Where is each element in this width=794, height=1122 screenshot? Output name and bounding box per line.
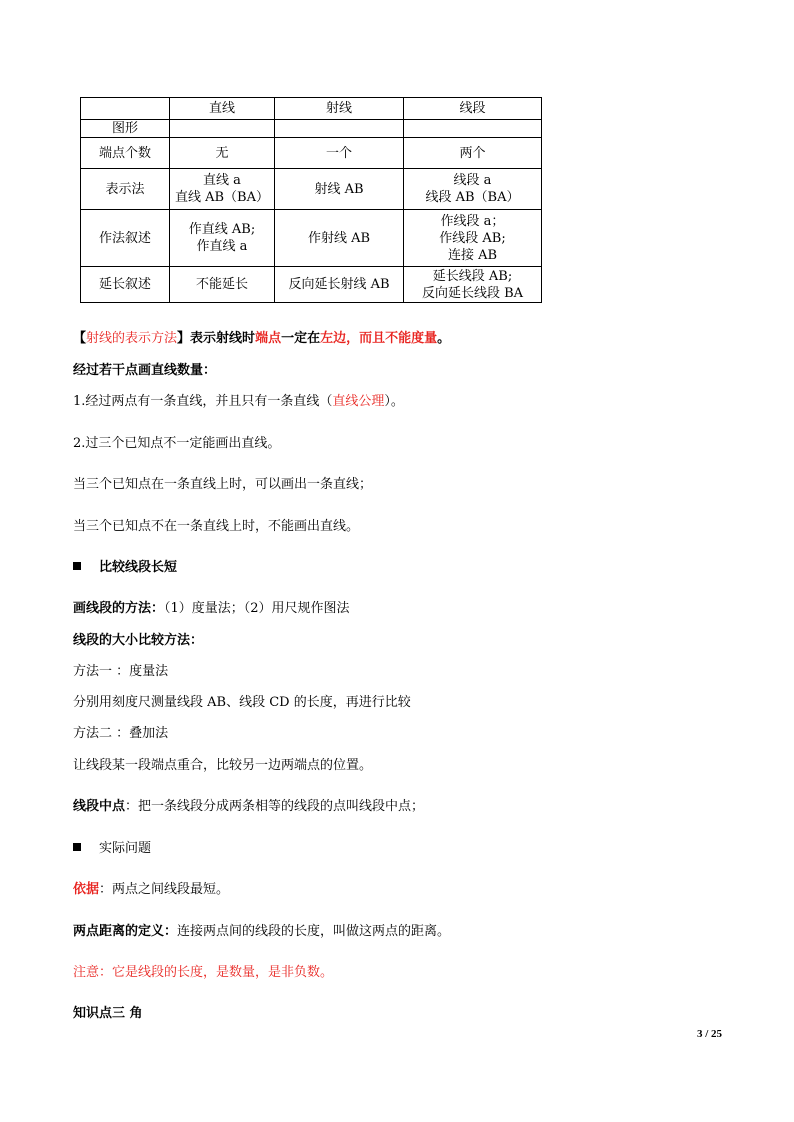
- table-cell-line: 无: [215, 145, 229, 161]
- table-header-row: [81, 98, 542, 120]
- ray-notation-note: [73, 330, 450, 348]
- draw-method-label: 画线段的方法：: [73, 601, 165, 616]
- table-row: [81, 120, 542, 138]
- p1-after: ）。: [384, 394, 404, 409]
- knowledge-heading: 知识点三 角: [73, 1006, 143, 1021]
- paragraph-3: 当三个已知点在一条直线上时，可以画出一条直线；: [73, 477, 373, 492]
- method1-title: 方法一 ：度量法: [73, 664, 169, 679]
- table-cell-line: 线段 AB（BA）: [425, 190, 520, 205]
- table-row: [81, 267, 542, 303]
- table-cell: [170, 267, 275, 303]
- ray-note-text1: 表示射线时: [190, 331, 256, 346]
- midpoint-text: ：把一条线段分成两条相等的线段的点叫线段中点；: [125, 799, 425, 814]
- bullet-square-icon: [73, 562, 81, 570]
- table-cell: [170, 120, 275, 138]
- table-cell-line: 射线 AB: [314, 181, 364, 197]
- table-row: [81, 169, 542, 210]
- draw-method-text: （1）度量法；（2）用尺规作图法: [164, 601, 350, 616]
- page-number: 3 / 25: [696, 1028, 722, 1040]
- ray-note-hl2: 左边，而且不能度量: [320, 331, 438, 346]
- bracket-open: 【: [73, 331, 87, 346]
- table-cell-line: 不能延长: [195, 277, 248, 292]
- paragraph-2: 2.过三个已知点不一定能画出直线。: [73, 436, 281, 451]
- ray-note-end: 。: [437, 331, 451, 346]
- ray-note-text2: 一定在: [281, 331, 321, 346]
- table-cell-line: 作直线 AB;: [188, 222, 256, 237]
- table-cell: [404, 120, 542, 138]
- table-header-cell: 直线: [170, 98, 275, 120]
- paragraph-4: 当三个已知点不在一条直线上时，不能画出直线。: [73, 519, 360, 534]
- ray-note-hl1: 端点: [255, 331, 282, 346]
- table-cell: [275, 120, 404, 138]
- line-axiom-text: 直线公理: [332, 394, 385, 409]
- ray-note-topic: 射线的表示方法: [86, 331, 178, 346]
- table-cell: [404, 210, 542, 267]
- table-cell: [170, 138, 275, 169]
- basis-label: 依据: [73, 882, 100, 897]
- table-cell-line: 线段 a: [453, 173, 492, 188]
- bracket-close: 】: [177, 331, 191, 346]
- section-practical-title: 实际问题: [99, 841, 152, 856]
- table-cell-line: 反向延长线段 BA: [421, 285, 524, 301]
- distance-label: 两点距离的定义：: [73, 924, 178, 939]
- table-cell-line: 一个: [325, 145, 352, 161]
- basis-text: ：两点之间线段最短。: [99, 882, 230, 897]
- method2-title: 方法二 ：叠加法: [73, 726, 169, 741]
- table-row-label: 表示法: [81, 169, 170, 210]
- method2-text: 让线段某一段端点重合，比较另一边两端点的位置。: [73, 758, 373, 773]
- table-row: [81, 138, 542, 169]
- table-row-label: 作法叙述: [81, 210, 170, 267]
- lines-heading: 经过若干点画直线数量：: [73, 363, 217, 378]
- basis: [73, 881, 229, 899]
- section-practical: [73, 840, 151, 858]
- table-row-label: 端点个数: [81, 138, 170, 169]
- bullet-square-icon: [73, 843, 81, 851]
- table-row-label: 图形: [81, 120, 170, 138]
- midpoint-definition: [73, 798, 424, 816]
- distance-definition: [73, 923, 450, 941]
- table-cell-line: 反向延长射线 AB: [288, 277, 390, 292]
- table-cell-line: 作线段 AB;: [439, 230, 506, 246]
- table-cell-line: 连接 AB: [447, 247, 498, 263]
- table-cell-line: 直线 a: [203, 173, 241, 188]
- table-cell-line: 两个: [459, 145, 486, 161]
- draw-method: [73, 600, 350, 618]
- paragraph-1: [73, 393, 404, 411]
- table-row-label: 延长叙述: [81, 267, 170, 303]
- table-cell-line: 延长线段 AB;: [432, 268, 513, 284]
- midpoint-label: 线段中点: [73, 799, 126, 814]
- section-compare-title: 比较线段长短: [99, 560, 178, 575]
- section-compare: [73, 559, 177, 577]
- table-cell: [404, 138, 542, 169]
- compare-heading: 线段的大小比较方法：: [73, 633, 204, 648]
- table-cell: [275, 210, 404, 267]
- table-cell: [275, 169, 404, 210]
- table-cell: [404, 169, 542, 210]
- table-header-cell: 射线: [275, 98, 404, 120]
- p1-before: 1.经过两点有一条直线，并且只有一条直线（: [73, 394, 333, 409]
- table-cell-line: 作射线 AB: [307, 230, 371, 246]
- table-cell-line: 作线段 a；: [440, 213, 505, 229]
- table-header-cell: [81, 98, 170, 120]
- line-ray-segment-table: [80, 97, 542, 303]
- table-cell: [404, 267, 542, 303]
- distance-text: 连接两点间的线段的长度，叫做这两点的距离。: [177, 924, 451, 939]
- table-cell: [275, 138, 404, 169]
- table-cell: [170, 169, 275, 210]
- note: 注意：它是线段的长度，是数量，是非负数。: [73, 965, 334, 980]
- table-cell-line: 直线 AB（BA）: [174, 190, 269, 205]
- table-cell-line: 作直线 a: [196, 239, 248, 254]
- table-cell: [275, 267, 404, 303]
- table-body: [81, 98, 542, 303]
- table-row: [81, 210, 542, 267]
- method1-text: 分别用刻度尺测量线段 AB、线段 CD 的长度，再进行比较: [73, 695, 411, 710]
- table-header-cell: 线段: [404, 98, 542, 120]
- table-cell: [170, 210, 275, 267]
